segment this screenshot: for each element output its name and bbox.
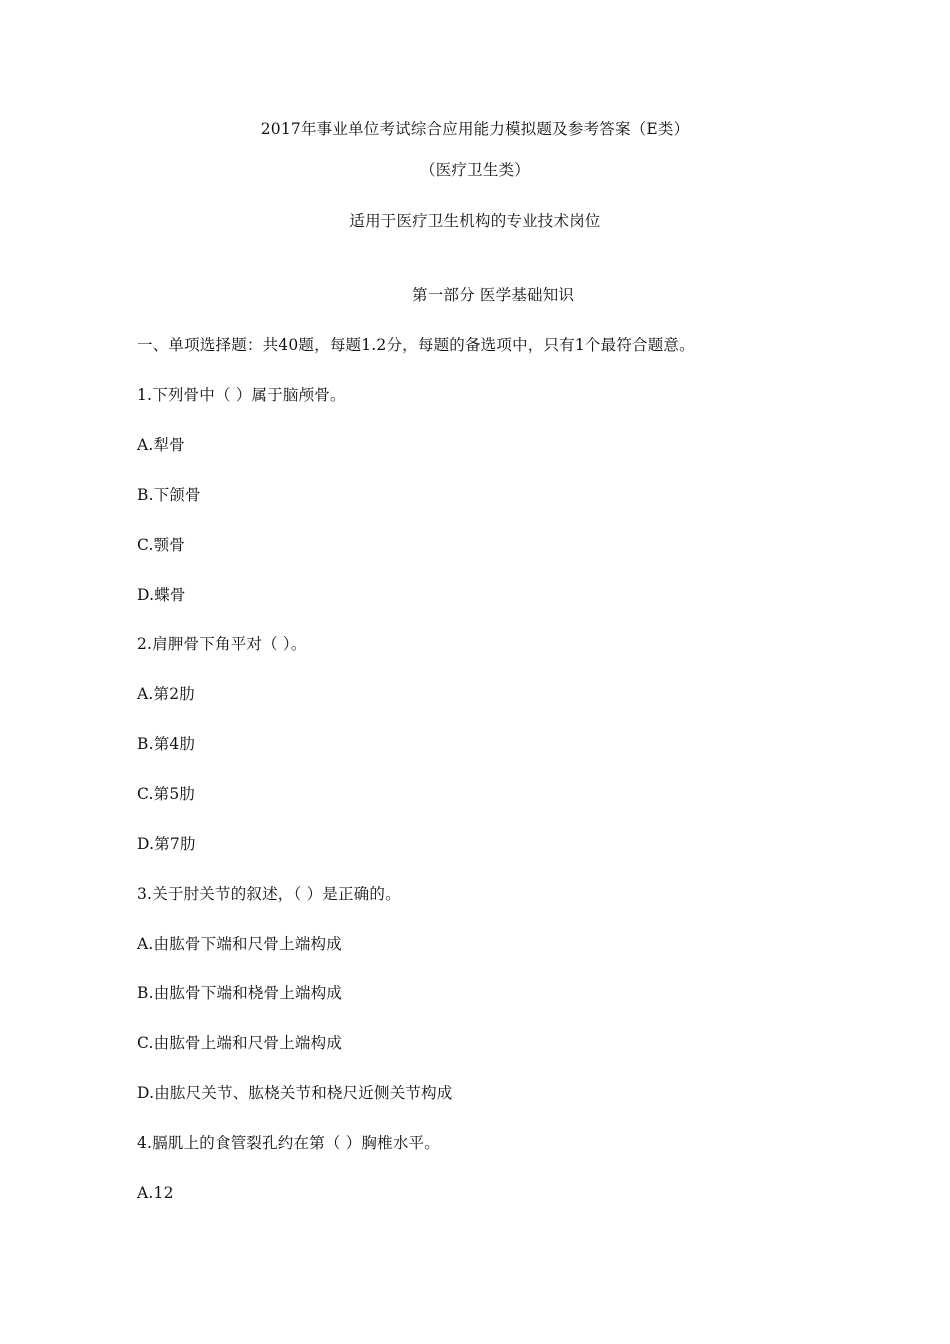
question-option: C.颚骨 — [137, 536, 186, 554]
question-option: A.第2肋 — [137, 685, 195, 703]
question-option: C.第5肋 — [137, 785, 196, 803]
document-scope: 适用于医疗卫生机构的专业技术岗位 — [349, 212, 601, 230]
instruction-text: 一、单项选择题：共40题，每题1.2分，每题的备选项中，只有1个最符合题意。 — [137, 336, 695, 354]
question-option: D.蝶骨 — [137, 586, 186, 604]
question-option: D.由肱尺关节、肱桡关节和桡尺近侧关节构成 — [137, 1084, 453, 1102]
document-title: 2017年事业单位考试综合应用能力模拟题及参考答案（E类） — [260, 120, 690, 138]
question-option: A.犁骨 — [137, 436, 185, 454]
question-option: C.由肱骨上端和尺骨上端构成 — [137, 1034, 343, 1052]
question-stem: 2.肩胛骨下角平对（ ）。 — [137, 635, 307, 653]
question-option: A.由肱骨下端和尺骨上端构成 — [137, 935, 342, 953]
question-stem: 1.下列骨中（ ）属于脑颅骨。 — [137, 386, 346, 404]
section-heading: 第一部分 医学基础知识 — [412, 286, 575, 304]
question-stem: 4.膈肌上的食管裂孔约在第（ ）胸椎水平。 — [137, 1134, 440, 1152]
question-stem: 3.关于肘关节的叙述，（ ）是正确的。 — [137, 885, 401, 903]
question-option: A.12 — [137, 1184, 174, 1202]
question-option: B.第4肋 — [137, 735, 196, 753]
question-option: B.由肱骨下端和桡骨上端构成 — [137, 984, 343, 1002]
document-subtitle: （医疗卫生类） — [420, 161, 530, 179]
question-option: B.下颌骨 — [137, 486, 201, 504]
question-option: D.第7肋 — [137, 835, 196, 853]
